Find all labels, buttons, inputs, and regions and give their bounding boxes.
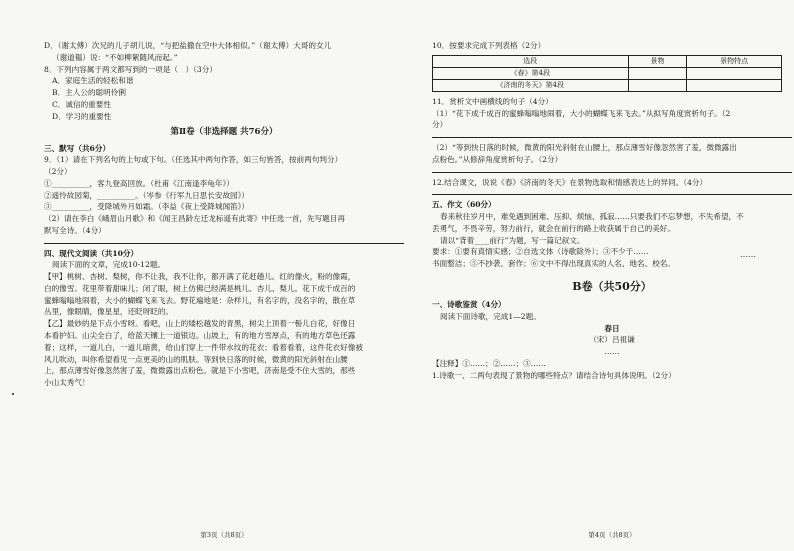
writing-requirements-line1: 要求：①要有真情实感；②自选文体（诗歌除外）；③不少于……	[432, 247, 649, 257]
q9-part2-line1: （2）请在李白《峨眉山月歌》和《闻王昌龄左迁龙标遥有此寄》中任选一首，先写题目再	[44, 214, 345, 224]
writing-title: 五、作文（60分）	[432, 200, 496, 210]
passage-b-line: 上，那点薄雪好像忽然害了羞，微微露出点粉色。就是下小雪吧，济南是受不住大雪的，那些	[44, 366, 356, 376]
table-header-cell: 景物特点	[687, 55, 782, 67]
q8-option-c: C．诚信的重要性	[52, 99, 111, 109]
answer-line	[432, 172, 792, 173]
answer-line	[432, 194, 792, 195]
passage-a-line: 白的像雪。花里带着甜味儿；闭了眼，树上仿佛已经满是桃儿、杏儿、梨儿。花下成千成百的	[44, 283, 356, 293]
writing-prompt-line2: 丢勇气，不畏辛劳，努力前行，就会在前行的路上收获属于自己的美好。	[432, 223, 675, 233]
scan-speck	[12, 393, 14, 395]
question-8: 8．下列内容属于两文都写到的一项是（ ）（3分）	[44, 64, 217, 74]
q11-part1-line1: （1）“花下成千成百的蜜蜂嗡嗡地闹着，大小的蝴蝶飞来飞去。”从拟写角度赏析句子。（2	[432, 108, 731, 118]
q11-part2-line2: 点粉色。”从修辞角度赏析句子。（2分）	[432, 154, 563, 164]
passage-a-line: 蜜蜂嗡嗡地闹着，大小的蝴蝶飞来飞去。野花遍地是：杂样儿，有名字的，没名字的，散在草	[44, 295, 356, 305]
q9-item-2: ②遥怜故园菊，__________。（岑参《行军九日思长安故园》）	[44, 190, 250, 200]
answer-line	[44, 243, 404, 244]
question-9: 9．（1）请在下列名句的上句或下句。（任选其中两句作答，如三句皆答，按前两句判分）	[44, 155, 343, 165]
passage-b-line: 小山太秀气！	[44, 378, 90, 388]
dictation-title: 三、默写（共6分）	[44, 143, 111, 153]
poem-title: 春日	[604, 323, 620, 333]
margin-mark: ……	[740, 250, 756, 259]
q9-part2-line2: 默写全诗。（4分）	[44, 225, 106, 235]
table-header-cell: 景物	[628, 55, 687, 67]
passage-b-line: 着；这样，一道儿白，一道儿暗黄，给山们穿上一件带水纹的花衣；看着看着，这件花衣好像被	[44, 342, 363, 352]
option-d-line2: （谢道韫）说：“不如柳絮随风而起。”	[52, 52, 178, 62]
table-header-cell: 选段	[433, 55, 629, 67]
q8-option-a: A．家庭生活的轻松和谐	[52, 76, 134, 86]
writing-task: 请以“背着____前行”为题，写一篇记叙文。	[440, 235, 585, 245]
reading-intro: 阅读下面的文章，完成10-12题。	[52, 260, 166, 270]
q11-part1-line2: 分）	[432, 120, 448, 130]
left-page-footer: 第3页（共8页）	[200, 530, 248, 539]
part-b-title: B卷（共50分）	[572, 279, 652, 293]
passage-a-line: 【甲】桃树、杏树、梨树，你不让我，我不让你，都开满了花赶趟儿。红的像火，粉的像霞，	[44, 272, 356, 282]
question-12: 12.结合课文，说说《春》《济南的冬天》在景物选取和情感表达上的异同。（4分）	[432, 177, 708, 187]
passage-b-line: 【乙】最妙的是下点小雪呀。看吧，山上的矮松越发的青黑，树尖上顶着一髻儿白花，好像日	[44, 319, 356, 329]
passage-a-line: 丛里，像眼睛，像星星，还眨呀眨的。	[44, 307, 174, 317]
table-cell-answer[interactable]	[628, 79, 687, 91]
q11-part2-line1: （2）“等到快日落的时候，微黄的阳光斜射在山腰上，那点薄雪好像忽然害了羞，微微露出	[432, 143, 737, 153]
poetry-title: 一、诗歌鉴赏（4分）	[432, 300, 506, 309]
q8-option-b: B．主人公的聪明伶俐	[52, 88, 126, 98]
poetry-question-1: 1.诗歌一、二两句表现了景物的哪些特点？请结合诗句具体说明。（2分）	[432, 370, 676, 380]
poem-line: ……	[604, 347, 620, 357]
passage-b-line: 风儿吹动，叫你希望看见一点更美的山的肌肤。等到快日落的时候，微黄的阳光斜射在山腰	[44, 354, 348, 364]
table-header-row	[433, 55, 782, 67]
table-cell: 《春》第4段	[433, 67, 629, 79]
question-9-points: （2分）	[44, 167, 72, 177]
table-cell: 《济南的冬天》第4段	[433, 79, 629, 91]
writing-requirements-line2: 书面整洁；⑤不抄袭、套作；⑥文中不得出现真实的人名、地名、校名。	[432, 259, 675, 269]
poetry-intro: 阅读下面诗歌，完成1—2题。	[440, 311, 541, 321]
q9-item-1: ①__________，客九登高回放。（杜甫《江南逢李龟年》）	[44, 178, 234, 188]
table-cell-answer[interactable]	[628, 67, 687, 79]
table-cell-answer[interactable]	[687, 79, 782, 91]
q10-table	[432, 55, 782, 92]
left-page	[44, 40, 404, 540]
passage-b-line: 本看护妇。山尖全白了，给蓝天镶上一道银边。山坡上，有的地方雪厚点，有的地方草色还露	[44, 331, 356, 341]
q8-option-d: D．学习的重要性	[52, 111, 112, 121]
right-page-footer: 第4页（共8页）	[588, 530, 636, 539]
reading-title: 四、现代文阅读（共10分）	[44, 248, 139, 258]
right-page	[432, 40, 792, 540]
poem-annotation: 【注释】①……；②……；③……	[432, 358, 546, 368]
writing-prompt-line1: 春来秋往岁月中，难免遇到困难、压抑、烦恼、孤寂……只要我们不忘梦想，不失希望，不	[440, 212, 744, 222]
table-row	[433, 67, 782, 79]
option-d-line1: D．（谢太傅）次兄的儿子胡儿说，“与把盐撒在空中大体相似。”（谢太傅）大哥的女儿	[44, 41, 332, 50]
table-cell-answer[interactable]	[687, 67, 782, 79]
poem-author: （宋）吕祖谦	[589, 335, 635, 345]
question-11: 11．赏析文中画横线的句子（4分）	[432, 96, 553, 106]
answer-line	[432, 137, 792, 138]
question-10: 10．按要求完成下列表格（2分）	[432, 41, 546, 50]
q9-item-3: ③__________，受降城外月如霜。（李益《夜上受降城闻笛》）	[44, 202, 250, 212]
section-2-title: 第Ⅱ卷（非选择题 共76分）	[170, 127, 278, 138]
table-row	[433, 79, 782, 91]
